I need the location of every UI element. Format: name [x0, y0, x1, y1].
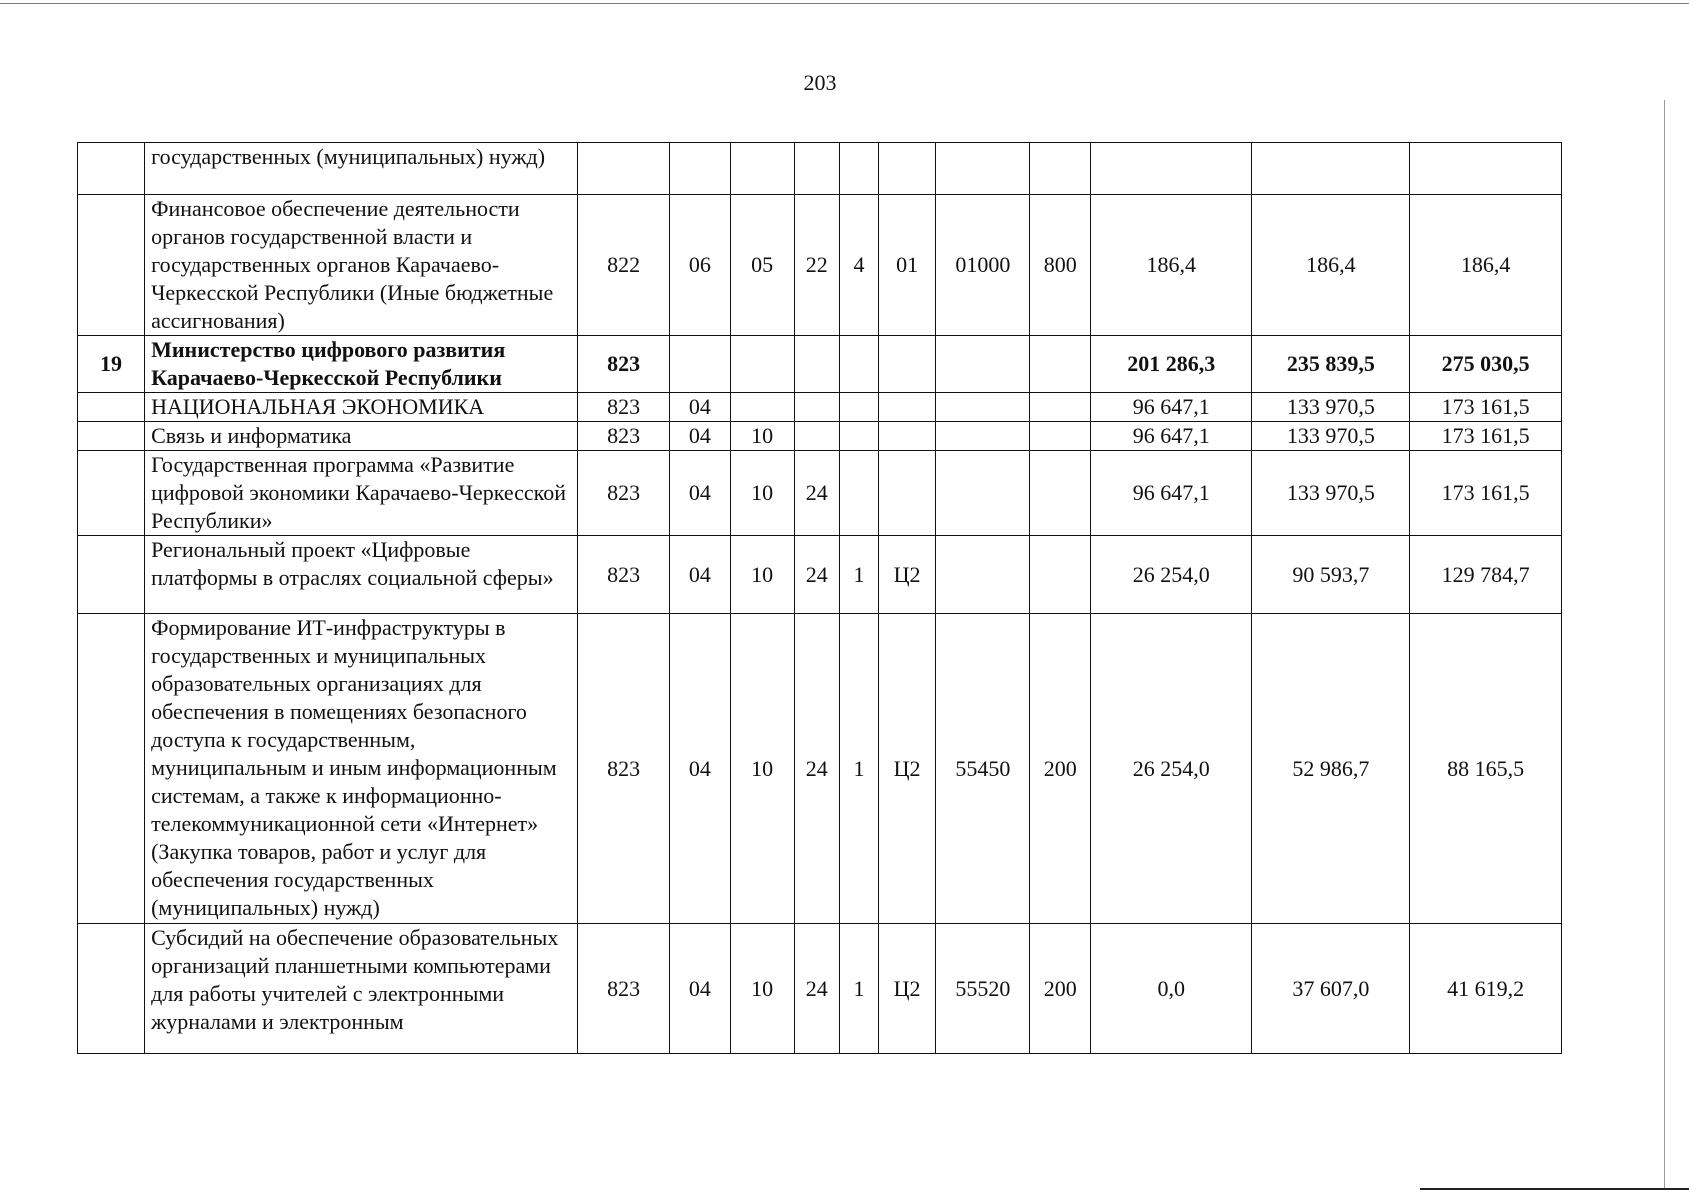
- item-name: Связь и информатика: [145, 422, 578, 451]
- table-row: [78, 422, 1562, 451]
- amount-year-1: 96 647,1: [1091, 422, 1252, 451]
- amount-year-1: 96 647,1: [1091, 451, 1252, 536]
- code-direction: [936, 336, 1030, 393]
- row-number: [78, 195, 145, 336]
- code-expense-type: 200: [1030, 614, 1091, 924]
- code-ministry: 823: [578, 614, 670, 924]
- code-subsection: 10: [730, 451, 794, 536]
- code-subprogram: 1: [839, 924, 878, 1054]
- code-section: 04: [670, 422, 731, 451]
- amount-year-3: 173 161,5: [1410, 451, 1562, 536]
- code-subprogram: [839, 422, 878, 451]
- code-program: 24: [794, 924, 839, 1054]
- code-subprogram: 1: [839, 536, 878, 614]
- row-number: [78, 422, 145, 451]
- amount-year-3: 88 165,5: [1410, 614, 1562, 924]
- code-subsection: 10: [730, 924, 794, 1054]
- code-subprogram: 1: [839, 614, 878, 924]
- code-program: 24: [794, 451, 839, 536]
- code-project: [878, 451, 935, 536]
- amount-year-3: 186,4: [1410, 195, 1562, 336]
- amount-year-3: 41 619,2: [1410, 924, 1562, 1054]
- code-direction: 01000: [936, 195, 1030, 336]
- code-section: [670, 336, 731, 393]
- amount-year-2: 90 593,7: [1252, 536, 1410, 614]
- item-name: Финансовое обеспечение деятельности органов государственной власти и государственных органов Карачаево-Черкесской Республики (Иные бюджетные ассигнования): [145, 195, 578, 336]
- amount-year-3: 173 161,5: [1410, 393, 1562, 422]
- code-project: 01: [878, 195, 935, 336]
- item-name: Региональный проект «Цифровые платформы в отраслях социальной сферы»: [145, 536, 578, 614]
- bottom-rule: [1420, 1188, 1689, 1190]
- row-number: 19: [78, 336, 145, 393]
- amount-year-3: 275 030,5: [1410, 336, 1562, 393]
- code-expense-type: [1030, 451, 1091, 536]
- code-subprogram: 4: [839, 195, 878, 336]
- budget-table: [77, 142, 1562, 1054]
- code-subsection: [730, 393, 794, 422]
- code-program: 24: [794, 536, 839, 614]
- table-body: [78, 143, 1562, 1054]
- amount-year-1: 201 286,3: [1091, 336, 1252, 393]
- table-row: [78, 143, 1562, 195]
- amount-year-2: 235 839,5: [1252, 336, 1410, 393]
- code-direction: [936, 422, 1030, 451]
- amount-year-1: 96 647,1: [1091, 393, 1252, 422]
- code-section: 06: [670, 195, 731, 336]
- code-ministry: 823: [578, 924, 670, 1054]
- table-row: [78, 336, 1562, 393]
- item-name: Субсидий на обеспечение образовательных организаций планшетными компьютерами для работы учителей с электронными журналами и электронным: [145, 924, 578, 1054]
- amount-year-1: 186,4: [1091, 195, 1252, 336]
- amount-year-2: 52 986,7: [1252, 614, 1410, 924]
- code-project: Ц2: [878, 924, 935, 1054]
- page-number: 203: [803, 70, 837, 95]
- code-expense-type: 800: [1030, 195, 1091, 336]
- item-name: НАЦИОНАЛЬНАЯ ЭКОНОМИКА: [145, 393, 578, 422]
- table-row: [78, 536, 1562, 614]
- code-subsection: [730, 336, 794, 393]
- row-number: [78, 614, 145, 924]
- code-subsection: 10: [730, 614, 794, 924]
- right-edge-rule: [1664, 100, 1665, 1190]
- code-subsection: 10: [730, 422, 794, 451]
- row-number: [78, 536, 145, 614]
- row-number: [78, 143, 145, 195]
- code-section: [670, 143, 731, 195]
- code-expense-type: [1030, 143, 1091, 195]
- code-project: Ц2: [878, 614, 935, 924]
- code-subprogram: [839, 336, 878, 393]
- amount-year-3: [1410, 143, 1562, 195]
- code-project: [878, 422, 935, 451]
- table-row: [78, 393, 1562, 422]
- code-expense-type: [1030, 422, 1091, 451]
- table-row: [78, 451, 1562, 536]
- code-subprogram: [839, 451, 878, 536]
- top-rule: [0, 3, 1689, 4]
- amount-year-1: 26 254,0: [1091, 614, 1252, 924]
- item-name: Государственная программа «Развитие цифровой экономики Карачаево-Черкесской Республики»: [145, 451, 578, 536]
- code-direction: [936, 536, 1030, 614]
- table-row: [78, 924, 1562, 1054]
- code-section: 04: [670, 393, 731, 422]
- amount-year-1: 0,0: [1091, 924, 1252, 1054]
- code-ministry: [578, 143, 670, 195]
- item-name: государственных (муниципальных) нужд): [145, 143, 578, 195]
- amount-year-2: 133 970,5: [1252, 451, 1410, 536]
- code-ministry: 823: [578, 336, 670, 393]
- code-direction: [936, 393, 1030, 422]
- code-expense-type: [1030, 393, 1091, 422]
- code-expense-type: 200: [1030, 924, 1091, 1054]
- code-expense-type: [1030, 336, 1091, 393]
- code-ministry: 822: [578, 195, 670, 336]
- code-subsection: 10: [730, 536, 794, 614]
- row-number: [78, 451, 145, 536]
- amount-year-1: [1091, 143, 1252, 195]
- amount-year-3: 173 161,5: [1410, 422, 1562, 451]
- code-section: 04: [670, 536, 731, 614]
- code-direction: 55520: [936, 924, 1030, 1054]
- code-direction: [936, 451, 1030, 536]
- code-direction: [936, 143, 1030, 195]
- code-subprogram: [839, 393, 878, 422]
- row-number: [78, 924, 145, 1054]
- code-project: [878, 143, 935, 195]
- item-name: Министерство цифрового развития Карачаево-Черкесской Республики: [145, 336, 578, 393]
- code-section: 04: [670, 451, 731, 536]
- code-program: [794, 393, 839, 422]
- amount-year-2: 133 970,5: [1252, 422, 1410, 451]
- code-direction: 55450: [936, 614, 1030, 924]
- code-section: 04: [670, 924, 731, 1054]
- code-subsection: 05: [730, 195, 794, 336]
- item-name: Формирование ИТ-инфраструктуры в государственных и муниципальных образовательных организациях для обеспечения в помещениях безопасного доступа к государственным, муниципальным и иным информационным системам, а также к информационно-телекоммуникационной сети «Интернет» (Закупка товаров, работ и услуг для обеспечения государственных (муниципальных) нужд): [145, 614, 578, 924]
- table-row: [78, 195, 1562, 336]
- code-ministry: 823: [578, 393, 670, 422]
- amount-year-1: 26 254,0: [1091, 536, 1252, 614]
- amount-year-2: 37 607,0: [1252, 924, 1410, 1054]
- code-subprogram: [839, 143, 878, 195]
- code-program: [794, 336, 839, 393]
- table-row: [78, 614, 1562, 924]
- code-program: 24: [794, 614, 839, 924]
- amount-year-2: 186,4: [1252, 195, 1410, 336]
- code-ministry: 823: [578, 422, 670, 451]
- amount-year-2: 133 970,5: [1252, 393, 1410, 422]
- code-program: [794, 422, 839, 451]
- code-section: 04: [670, 614, 731, 924]
- amount-year-2: [1252, 143, 1410, 195]
- code-program: [794, 143, 839, 195]
- code-program: 22: [794, 195, 839, 336]
- code-ministry: 823: [578, 451, 670, 536]
- row-number: [78, 393, 145, 422]
- code-subsection: [730, 143, 794, 195]
- code-expense-type: [1030, 536, 1091, 614]
- code-project: Ц2: [878, 536, 935, 614]
- code-ministry: 823: [578, 536, 670, 614]
- code-project: [878, 393, 935, 422]
- code-project: [878, 336, 935, 393]
- amount-year-3: 129 784,7: [1410, 536, 1562, 614]
